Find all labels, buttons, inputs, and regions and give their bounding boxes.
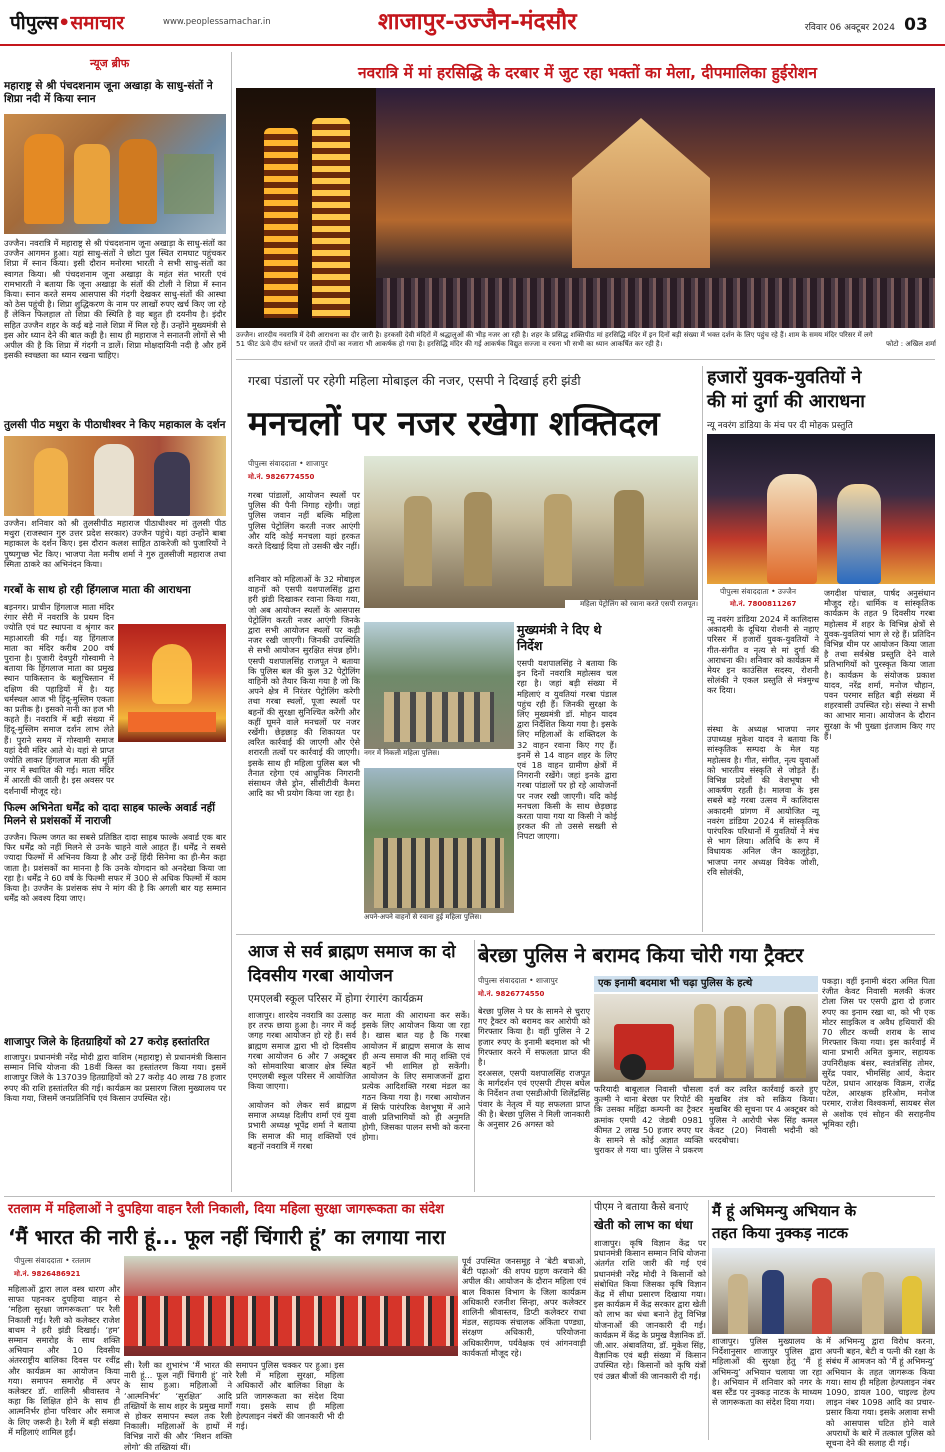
women-police-rally-photo — [364, 622, 514, 758]
shaktidal-text-1: गरबा पांडालों, आयोजन स्थलों पर पुलिस की पैनी निगाह रहेगी। जहां पुलिस जवान नहीं बल्कि महिला पुलिस पेट्रोलिंग करती नजर आएंगी और यदि कोई मनचला यहां हरकत करते दिखाई दिया तो उसकी खैर नहीं। — [248, 490, 360, 552]
durga-byline: पीपुल्स संवाददाता • उज्जैन — [720, 587, 797, 596]
brahman-headline[interactable]: आज से सर्व ब्राह्मण समाज का दो दिवसीय गरबा आयोजन — [248, 942, 456, 986]
durga-text-2: संस्था के अध्यक्ष भाजपा नगर उपाध्यक्ष मुकेश यादव ने बताया कि सांस्कृतिक सम्पदा के मेल यह महोत्सव है। गीत, संगीत, नृत्य युवाओं को भारतीय संस्कृति से जोड़ते हैं। विभिन्न प्रदेशों की वेशभूषा भी आकर्षण रहती है। मालवा के इस सबसे बड़े गरबा उत्सव में कालिदास अकादमी प्रांगण में आयोजित न्यू नवरंग डांडिया 2024 में सांस्कृतिक पारंपरिक परिधानों में युवतियों ने मंच से भाग लिया। अतिथि के रूप में विधायक अनिल जैन कालूहेड़ा, भाजपा नगर अध्यक्ष विवेक जोशी, रवि सोलंकी, — [707, 724, 819, 877]
byline-city: रतलाम — [71, 1256, 91, 1265]
natak-text-2: में अभिमन्यु द्वारा विरोध करना, अपनी बहन, बेटी व पत्नी की रक्षा के संबंध में आमजन को ‘मैं हूं अभिमन्यु’ अभियान के तहत जागरूक किया गया। साथ ही महिला हेल्पलाइन नंबर 1090, डायल 100, चाइल्ड हेल्प लाइन नंबर 1098 आदि का प्रचार-प्रसार किया गया। इसके अलावा सभी को आसपास घटित होने वाले अपराधों के बारे में तत्काल पुलिस को सूचना देने की सलाह दी गई। — [826, 1336, 935, 1449]
durga-headline-2[interactable]: की मां दुर्गा की आराधना — [707, 391, 865, 412]
sp-flagoff-caption: महिला पेट्रोलिंग को रवाना करते एसपी राजपूत। — [565, 600, 698, 610]
ratlam-text-4: पूर्व उपस्थित जनसमूह ने ‘बेटी बचाओ, बेटी पढ़ाओ’ की शपथ ग्रहण करवाने की अपील की। आयोजन के दौरान महिला एवं बाल विकास विभाग के जिला कार्यक्रम अधिकारी रजनीश सिन्हा, अपर कलेक्टर शालिनी श्रीवास्तव, डिप्टी कलेक्टर राधा मंडल, सहायक संचालक अंकिता पण्ड्या, संरक्षण अधिकारी, परियोजना अधिकारीगण, पर्यवेक्षक एवं आंगनवाड़ी कार्यकर्ता मौजूद रहे। — [462, 1256, 586, 1358]
issue-date: रविवार 06 अक्टूबर 2024 — [804, 23, 895, 33]
publication-logo[interactable] — [10, 10, 170, 36]
cm-directive-headline[interactable]: मुख्यमंत्री ने दिए थे निर्देश — [517, 622, 602, 653]
ratlam-mobile[interactable]: मो.नं. 9826486921 — [14, 1270, 81, 1278]
brief-headline-4[interactable]: फिल्म अभिनेता धर्मेंद्र को दादा साहब फाल्के अवार्ड नहीं मिलने से प्रशंसकों में नाराजी — [4, 802, 215, 827]
shaktidal-kicker: गरबा पंडालों पर रहेगी महिला मोबाइल की नजर, एसपी ने दिखाई हरी झंडी — [248, 373, 581, 388]
masthead — [0, 0, 945, 46]
byline-city: उज्जैन — [777, 587, 797, 596]
byline-text: पीपुल्स संवाददाता — [14, 1256, 63, 1265]
byline-city: शाजापुर — [535, 976, 558, 985]
tractor-text-4: पकड़ा। वहीं इनामी बंदरा अमित पिता रंजीत केवट निवासी मलकी कंजर टोला जिस पर एसपी द्वारा दो हजार रुपए का इनाम रखा था, को भी एक मोटर साइकिल व अवैध हथियारों की 70 लीटर कच्ची शराब के साथ गिरफ्तार किया गया। इस कार्रवाई में थाना प्रभारी अमित कुमार, सहायक उपनिरीक्षक बंसर, स्वतंत्रसिंह तोमर, सुरेंद्र पवार, भीमसिंह आर्य, केदार पटेल, प्रधान आरक्षक विक्रम, राजेंद्र पटेल, आरक्षक हरिओम, मनोज परमार, राजेश विश्वकर्मा, सायबर सेल से अशोक एवं सोहन की सराहनीय भूमिका रही। — [822, 976, 935, 1129]
logo-part-a: पीपुल्स — [10, 12, 59, 34]
harsiddhi-temple-photo — [376, 88, 935, 328]
brief-text-2: उज्जैन। शनिवार को श्री तुलसीपीठ महाराज पीठाधीश्वर मां तुलसी पीठ मथुरा (राजस्थान गुरु उत्तर प्रदेश सरकार) उज्जैन पहुंचे। यहां उन्होंने बाबा महाकाल के दर्शन किए। इस दौरान कलश साहित ठाकरेजी को पुजारियों ने पुष्पगुच्छ भेंट किए। भाजपा नेता मनीष शर्मा ने गुरु तुलसीजी महाराज तथा स्मिता ठाकरे का अभिनंदन किया। — [4, 518, 226, 569]
sadhu-photo — [4, 114, 226, 234]
durga-kicker: न्यू नवरंग डांडिया के मंच पर दी मोहक प्रस्तुति — [707, 421, 853, 431]
brahman-text-3: कर माता की आराधना कर सकें। इसके लिए आयोजन किया जा रहा है। खास बात यह है कि गरबा आयोजन में ब्राह्मण समाज के साथ ही अन्य समाज की मातृ शक्ति एवं बहनें भी शामिल हो सकेंगी। आयोजन के लिए समाजजनों द्वारा प्रत्येक आदिशक्ति गरबा मंडल का गठन किया गया है। गरबा आयोजन में सिर्फ पारंपरिक वेशभूषा में आने वाली प्रतिभागियों को ही अनुमति होगी, जिसका पालन सभी को करना होगा। — [362, 1010, 470, 1143]
section-title: शाजापुर-उज्जैन-मंदसौर — [378, 9, 577, 35]
shaktidal-text-2: शनिवार को महिलाओं के 32 मोबाइल वाहनों को एसपी यशपालसिंह द्वारा हरी झंडी दिखाकर रवाना किया गया, जो अब आयोजन स्थलों के आसपास पेट्रोलिंग करती नजर आएंगी जिनके द्वारा सभी आयोजन स्थलों पर कड़ी नजर रखी जाएगी। जिनकी उपस्थिति से सभी आयोजन सुरक्षित संपन्न होंगे। एसपी यशपालसिंह राजपूत ने बताया कि पुलिस बल की कुल 32 पेट्रोलिंग वाहिनी को तैयार किया गया है जो कि अपने क्षेत्र में निरंतर पेट्रोलिंग करेगी तथा गरबा स्थलों, पूजा स्थलों पर बहनों की सुरक्षा सुनिश्चित करेंगी और कहीं घूमने वाले मनचलों पर नजर रखेंगी। छेड़छाड़ की शिकायत पर त्वरित कार्रवाई की जाएगी और ऐसे शरारती तत्वों पर कार्रवाई की जाएगी। इसके साथ ही महिला पुलिस बल भी तैनात रहेगा एवं आधुनिक निगरानी संसाधन जैसे ड्रोन, सीसीटीवी कैमरा आदि का भी प्रयोग किया जा रहा है। — [248, 574, 360, 799]
women-police-rally-caption: नगर में निकली महिला पुलिस। — [364, 749, 514, 759]
natak-headline-2[interactable]: तहत किया नुक्कड़ नाटक — [712, 1224, 849, 1242]
durga-text-1: न्यू नवरंग डांडिया 2024 में कालिदास अकादमी के दूधिया रोशनी से नहाए परिसर में हजारों युवक-युवतियों ने गीत-संगीत व नृत्य से मां दुर्गा की आराधना की। शनिवार को कार्यक्रम में मेयर इन काउंसिल सदस्य, रोशनी सोलंकी ने एकल प्रस्तुति से मंत्रमुग्ध कर दिया। — [707, 614, 819, 696]
ratlam-text-1: महिलाओं द्वारा लाल वस्त्र धारण और साफा पहनकर दुपहिया वाहन से ‘महिला सुरक्षा जागरूकता’ पर रैली निकाली गई। रैली को कलेक्टर राजेश बाथम ने हरी झंडी दिखाई। ‘हम’ सम्मान समारोह के साथ शक्ति अभियान और 10 दिवसीय अंतरराष्ट्रीय बालिका दिवस पर रवींद्र और कार्यक्रम का आयोजन किया गया। समापन समारोह में अपर कलेक्टर डॉ. शालिनी श्रीवास्तव ने कहा कि शिक्षित होने के साथ ही आत्मनिर्भर होना परिवार और समाज के लिए जरूरी है। रैली में बड़ी संख्या में महिलाएं शामिल हुईं। — [8, 1284, 120, 1437]
ratlam-byline: पीपुल्स संवाददाता • रतलाम — [14, 1256, 91, 1265]
cm-directive-text: एसपी यशपालसिंह ने बताया कि इन दिनों नवरात्रि महोत्सव चल रहा है। जहां बड़ी संख्या में महिलाएं व युवतियां गरबा पंडाल पहुंच रही हैं। जिनकी सुरक्षा के लिए मुख्यमंत्री डॉ. मोहन यादव द्वारा निर्देशित किया गया है। इसके लिए महिलाओं के शक्तिदल के 32 वाहन रवाना किए गए हैं। इनमें से 14 वाहन शहर के लिए एवं 18 वाहन ग्रामीण क्षेत्रों में निगरानी रखेंगे। जहां इनके द्वारा गरबा पांडालों पर हो रहे आयोजनों पर नजर रखी जाएगी। यदि कोई मनचला किसी के साथ छेड़छाड़ करता पाया गया या किसी ने कोई हरकत की तो उससे सख्ती से निपटा जाएगा। — [517, 658, 617, 842]
ratlam-rally-photo — [124, 1256, 458, 1356]
brahman-text-2: आयोजन को लेकर सर्व ब्राह्मण समाज अध्यक्ष दिलीप शर्मा एवं युवा प्रभारी अध्यक्ष भूपेंद्र शर्मा ने बताया कि समाज की मातृ शक्तियों एवं बहनों नवरात्रि में गरबा — [248, 1100, 356, 1151]
page-number: 03 — [904, 15, 928, 35]
tulsi-peeth-photo — [4, 436, 226, 516]
masthead-rule — [0, 44, 945, 46]
brief-text-3-a: बड़नगर। प्राचीन हिंगलाज माता मंदिर रंगार सेरी में नवरात्रि के प्रथम दिन ज्योति एवं घट स्थापना व श्रृंगार कर महाआरती की गई। यह हिंगलाज माता का मंदिर करीब 200 वर्ष पुराना है। पुजारी देवपुरी गोस्वामी ने बताया कि हिंगलाज माता का प्रमुख स्थान पाकिस्तान के बलूचिस्तान में दक्षिण की पहाड़ियों में है। यह धर्मस्थल आज भी हिंदू-मुस्लिम एकता का प्रतीक है। इसको नानी का हज भी कहते हैं। नवरात्रि में बड़ी संख्या में हिंदू-मुस्लिम समाज दर्शन लाभ लेते हैं। पुराने समय में गोस्वामी समाज यहां देवी मंदिर आते थे। यहां से प्राप्त ज्योति लाकर हिंगलाज माता की मूर्ति नगर में स्थापित की गई। माता मंदिर में आरती की जाती है। इस अवसर पर दर्शनार्थी मौजूद रहे। — [4, 602, 114, 796]
mid-rule — [236, 934, 935, 935]
tractor-headline[interactable]: बेरछा पुलिस ने बरामद किया चोरी गया ट्रैक्टर — [478, 943, 804, 967]
shaktidal-durga-divider — [702, 366, 703, 932]
krishi-kicker: पीएम ने बताया कैसे बनाएं — [594, 1202, 689, 1213]
byline-city: शाजापुर — [305, 459, 328, 468]
brief-headline-5[interactable]: शाजापुर जिले के हितग्राहियों को 27 करोड़ हस्तांतरित — [4, 1036, 210, 1048]
durga-headline-1[interactable]: हजारों युवक-युवतियों ने — [707, 367, 862, 388]
lower-rule — [4, 1196, 935, 1197]
nukkad-natak-photo — [712, 1248, 935, 1334]
deep-stambh-photo — [236, 88, 376, 328]
byline-text: पीपुल्स संवाददाता — [248, 459, 297, 468]
site-url[interactable]: www.peoplessamachar.in — [163, 17, 271, 27]
ratlam-kicker[interactable]: रतलाम में महिलाओं ने दुपहिया वाहन रैली निकाली, दिया महिला सुरक्षा जागरूकता का संदेश — [8, 1202, 445, 1217]
brief-headline-1[interactable]: महाराष्ट्र से श्री पंचदशनाम जूना अखाड़ा के साधु-संतों ने शिप्रा नदी में किया स्नान — [4, 80, 213, 105]
natak-text-1: शाजापुर। पुलिस मुख्यालय के निर्देशानुसार शाजापुर पुलिस द्वारा महिलाओं की सुरक्षा हेतु ‘मैं हूं अभिमन्यु’ अभियान चलाया जा रहा है। अभियान में शनिवार को नगर के बस स्टैंड पर नुक्कड़ नाटक के माध्यम से जागरूकता का संदेश दिया गया। — [712, 1336, 822, 1408]
brief-text-4: उज्जैन। फिल्म जगत का सबसे प्रतिष्ठित दादा साहब फाल्के अवार्ड एक बार फिर धर्मेंद्र को नहीं मिलने से उनके चाहने वाले आहत हैं। धर्मेंद्र ने सबसे ज्यादा फिल्मों में अभिनय किया है और उन्हें हिंदी सिनेमा का ही-मैन कहा जाता है। प्रशंसकों का मानना है कि उनके योगदान को अनदेखा किया जा रहा है। धर्मेंद्र ने 60 वर्ष के फिल्मी सफर में 300 से अधिक फिल्मों में काम किया है। उज्जैन के प्रशंसक संघ ने मांग की है कि अगली बार यह सम्मान धर्मेंद्र को अवश्य दिया जाए। — [4, 832, 226, 904]
hinglaj-mata-photo — [118, 624, 226, 742]
krishi-natak-divider — [708, 1200, 709, 1440]
tractor-text-3: फरियादी बाबूलाल निवासी चौसला कुल्मी ने थाना बेरछा पर रिपोर्ट की कि उसका महिंद्रा कम्पनी का ट्रैक्टर क्रमांक एमपी 42 जेडबी 0981 कीमत 2 लाख 50 हजार रुपए घर के सामने से कोई अज्ञात व्यक्ति चुराकर ले गया था। पुलिस ने प्रकरण दर्ज कर त्वरित कार्रवाई करते हुए मुखबिर तंत्र को सक्रिय किया। मुखबिर की सूचना पर 4 अक्टूबर को पुलिस ने आरोपी भेरू सिंह कमल केवट (20) निवासी भदौनी को धरदबोचा। — [594, 1084, 818, 1156]
ratlam-text-3: समापन पुलिस चक्कर पर हुआ। इस रैली में महिला सुरक्षा, महिला अधिकारों और बालिका शिक्षा के प्रति जागरूकता का संदेश दिया गया। इसके साथ ही महिला हेल्पलाइन नंबरों की जानकारी भी दी गई। — [236, 1360, 344, 1432]
harsiddhi-caption: उज्जैन। शारदीय नवरात्रि में देवी आराधना का दौर जारी है। हरकसी देवी मंदिरों में श्रद्धालुओं की भीड़ नजर आ रही है। शहर के प्रसिद्ध शक्तिपीठ मां हरसिद्धि मंदिर में इन दिनों बड़ी संख्या में भक्त दर्शन के लिए पहुंच रहे हैं। शाम के समय मंदिर परिसर में लगे 51 फीट ऊंचे दीप स्तंभों पर जलते दीपों का नजारा भी आकर्षक हो गया है। हरसिद्धि मंदिर की गई आकर्षक विद्युत सज्जा व रचना भी सभी का ध्यान आकर्षित कर रही है। — [236, 331, 873, 348]
brief-text-1: उज्जैन। नवरात्रि में महाराष्ट्र से श्री पंचदशनाम जूना अखाड़ा के साधु-संतों का उज्जैन आगमन हुआ। यहां साधु-संतों ने छोटा पुल स्थित रामघाट पहुंचकर शिप्रा में स्नान किया। इसी दौरान मनोरमा भारती ने सभी साधु-संतों का स्वागत किया। श्री पंचदशनाम जूना अखाड़ा के महंत संत भारती एवं रामभारती ने बताया कि जूना अखाड़ा के संतों की टोली ने शिप्रा में स्नान किया। स्नान करते समय आसपास की गंदगी देखकर साधु-संतों की आस्था को ठेस पहुंची है। शिप्रा शुद्धिकरण के नाम पर लाखों रुपए खर्च किए जा रहे हैं लेकिन फिलहाल तो शिप्रा की स्थिति है वह बहुत ही दयनीय है। इंदौर सहित उज्जैन शहर के कई बड़े नाले शिप्रा में मिल रहे हैं। उन्होंने मुख्यमंत्री से इस ओर ध्यान देने की बात कही है। साथ ही महाराज ने सनातनी लोगों से भी अपील की है कि शिप्रा में गंदगी न डालें। शिप्रा मोक्षदायिनी नदी है और हमें इसकी स्वच्छता का ध्यान रखना चाहिए। — [4, 238, 226, 361]
brief-headline-2[interactable]: तुलसी पीठ मथुरा के पीठाधीश्वर ने किए महाकाल के दर्शन — [4, 419, 226, 431]
column-divider — [231, 52, 232, 1192]
shaktidal-byline: पीपुल्स संवाददाता • शाजापुर — [248, 459, 328, 468]
brahman-kicker: एमएलबी स्कूल परिसर में होगा रंगारंग कार्यक्रम — [248, 993, 423, 1005]
durga-mobile[interactable]: मो.नं. 7800811267 — [730, 600, 797, 608]
logo-dot-icon: • — [58, 12, 71, 34]
shaktidal-mobile[interactable]: मो.नं. 9826774550 — [248, 473, 315, 481]
photo-credit: फोटो : अखिल शर्मा — [886, 340, 936, 348]
sp-flagoff-photo — [364, 456, 698, 608]
byline-text: पीपुल्स संवाददाता — [478, 976, 527, 985]
two-wheeler-police-photo — [364, 768, 514, 922]
news-brief-label: न्यूज ब्रीफ — [90, 57, 130, 70]
tractor-byline: पीपुल्स संवाददाता • शाजापुर — [478, 976, 558, 985]
ratlam-headline[interactable]: ‘मैं भारत की नारी हूं... फूल नहीं चिंगारी हूं’ का लगाया नारा — [8, 1225, 446, 1249]
krishi-headline[interactable]: खेती को लाभ का धंधा — [594, 1218, 693, 1232]
tractor-subhead-band — [594, 976, 818, 992]
durga-text-3: जगदीश पांचाल, पार्षद अनुसंधान मौजूद रहे। धार्मिक व सांस्कृतिक कार्यक्रम के तहत 9 दिवसीय गरबा महोत्सव में शहर के विभिन्न क्षेत्रों से युवक-युवतियां भाग ले रहे हैं। प्रतिदिन विभिन्न थीम पर आयोजन किया जाता है तथा सर्वश्रेष्ठ प्रस्तुति देने वाले प्रतिभागियों को पुरस्कृत किया जाता है। कार्यक्रम के संयोजक प्रकाश यादव, नरेंद्र शर्मा, मनोज चौहान, पवन परमार सहित बड़ी संख्या में शहरवासी उपस्थित रहे। संस्था ने सभी का आभार माना। आयोजन के दौरान सुरक्षा के भी पुख्ता इंतजाम किए गए हैं। — [824, 588, 935, 741]
logo-part-b: समाचार — [70, 12, 125, 34]
harsiddhi-headline[interactable]: नवरात्रि में मां हरसिद्धि के दरबार में जुट रहा भक्तों का मेला, दीपमालिका हुईरोशन — [358, 64, 817, 82]
cm-directive-box — [517, 622, 698, 932]
brief-headline-3[interactable]: गरबों के साथ हो रही हिंगलाज माता की आराधना — [4, 584, 191, 596]
brahman-tractor-divider — [474, 940, 475, 1192]
ratlam-krishi-divider — [590, 1200, 591, 1440]
news-brief-column — [4, 56, 229, 1196]
krishi-text: शाजापुर। कृषि विज्ञान केंद्र पर प्रधानमंत्री किसान सम्मान निधि योजना अंतर्गत राशि जारी की गई एवं प्रधानमंत्री नरेंद्र मोदी ने किसानों को संबोधित किया जिसका कृषि विज्ञान केंद्र में सीधा प्रसारण दिखाया गया। इस कार्यक्रम में केंद्र सरकार द्वारा खेती को लाभ का धंधा बनाने हेतु विभिन्न योजनाओं की जानकारी दी गई। कार्यक्रम में केंद्र के प्रमुख वैज्ञानिक डॉ. जी.आर. अंबावतिया, डॉ. मुकेश सिंह, वैज्ञानिक एवं बड़ी संख्या में किसान उपस्थित रहे। किसानों को कृषि यंत्रों एवं उन्नत बीजों की जानकारी दी गई। — [594, 1238, 707, 1381]
seized-tractor-photo — [594, 994, 818, 1082]
shaktidal-headline[interactable]: मनचलों पर नजर रखेगा शक्तिदल — [248, 404, 660, 444]
byline-text: पीपुल्स संवाददाता — [720, 587, 769, 596]
top-story-rule — [236, 359, 935, 360]
brief-text-5: शाजापुर। प्रधानमंत्री नरेंद्र मोदी द्वारा वाशिम (महाराष्ट्र) से प्रधानमंत्री किसान सम्मान निधि योजना की 18वीं किस्त का हस्तांतरण किया गया। इसमें शाजापुर जिले के 137039 हितग्राहियों को 27 करोड़ 40 लाख 78 हजार रुपए की राशि हस्तांतरित की गई। कार्यक्रम का प्रसारण जिला मुख्यालय पर किया गया, जिसमें जनप्रतिनिधि एवं किसान उपस्थित रहे। — [4, 1052, 226, 1103]
brahman-text-1: शाजापुर। शारदेय नवरात्रि का उत्साह हर तरफ छाया हुआ है। नगर में कई जगह गरबा आयोजन हो रहे हैं। सर्व ब्राह्मण समाज द्वारा भी दो दिवसीय गरबा आयोजन 6 और 7 अक्टूबर को सोमवारिया बाजार क्षेत्र स्थित एमएलबी स्कूल परिसर में आयोजित किया जाएगा। — [248, 1010, 356, 1092]
tractor-subhead: एक इनामी बदमाश भी चढ़ा पुलिस के हत्थे — [598, 978, 753, 989]
dandiya-stage-photo — [707, 434, 935, 584]
two-wheeler-police-caption: अपने-अपने वाहनों से रवाना हुई महिला पुलिस। — [364, 913, 564, 923]
ratlam-text-2: सी। रैली का शुभारंभ ‘मैं भारत की नारी हूं... फूल नहीं चिंगारी हूं’ नारे के साथ हुआ। महिलाओं ने ‘आत्मनिर्भर’ ‘सुरक्षित’ आदि तख्तियों के साथ शहर के प्रमुख मार्गों से होकर समापन स्थल तक रैली निकाली। महिलाओं के हाथों में विभिन्न नारों की और ‘मिशन शक्ति लोगो’ की तख्तियां थीं। — [124, 1360, 232, 1452]
tractor-text-1: बेरछा पुलिस ने घर के सामने से चुराए गए ट्रैक्टर को बरामद कर आरोपी को गिरफ्तार किया है। वहीं पुलिस ने 2 हजार रुपए के इनामी बदमाश को भी गिरफ्तार करने में सफलता प्राप्त की है। — [478, 1006, 590, 1068]
tractor-text-2: दरअसल, एसपी यशपालसिंह राजपूत के मार्गदर्शन एवं एएसपी टीएस बघेल के निर्देशन तथा एसडीओपी शिलेंद्रसिंह पंवार के नेतृत्व में यह सफलता प्राप्त की है। बेरछा पुलिस ने मिली जानकारी के अनुसार 26 अगस्त को — [478, 1068, 590, 1130]
natak-headline-1[interactable]: मैं हूं अभिमन्यु अभियान के — [712, 1202, 857, 1220]
tractor-mobile[interactable]: मो.नं. 9826774550 — [478, 990, 545, 998]
